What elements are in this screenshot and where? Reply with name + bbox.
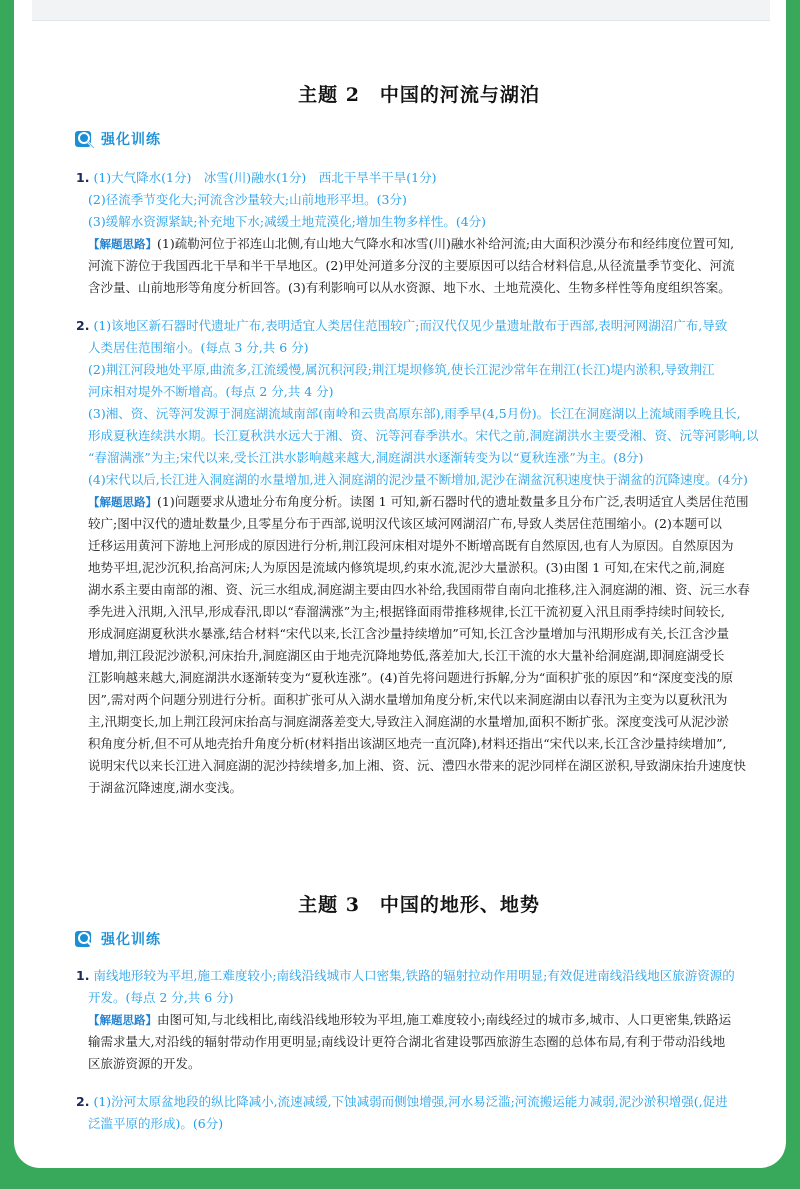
analysis-tag: 【解题思路】 bbox=[88, 1013, 157, 1027]
answer-line: 形成夏秋连续洪水期。长江夏秋洪水远大于湘、资、沅等河春季洪水。宋代之前,洞庭湖洪水主要受湘、资、沅等河影响,以 bbox=[88, 428, 759, 443]
analysis-line: 地势平坦,泥沙沉积,抬高河床;人为原因是流域内修筑堤坝,约束水流,泥沙大量淤积。(3)由图 1 可知,在宋代之前,洞庭 bbox=[88, 560, 725, 575]
analysis-tag: 【解题思路】 bbox=[88, 237, 157, 251]
analysis-line: 于湖盆沉降速度,湖水变浅。 bbox=[88, 780, 242, 795]
answer-line: (1)汾河太原盆地段的纵比降减小,流速减缓,下蚀减弱而侧蚀增强,河水易泛滥;河流搬运能力减弱,泥沙淤积增强(,促进 bbox=[93, 1094, 728, 1109]
analysis-line: (1)疏勒河位于祁连山北侧,有山地大气降水和冰雪(川)融水补给河流;由大面积沙漠分布和经纬度位置可知, bbox=[157, 236, 735, 251]
answer-line: (3)湘、资、沅等河发源于洞庭湖流域南部(南岭和云贵高原东部),雨季早(4,5月份)。长江在洞庭湖以上流域雨季晚且长, bbox=[88, 406, 741, 421]
topic3-section-head bbox=[74, 928, 161, 950]
answer-line: (2)径流季节变化大;河流含沙量较大;山前地形平坦。(3分) bbox=[88, 192, 407, 207]
topic3-title: 主题 3 中国的地形、地势 bbox=[298, 894, 540, 916]
answer-line: “春溜满涨”为主;宋代以来,受长江洪水影响越来越大,洞庭湖洪水逐渐转变为以“夏秋连涨”为主。(8分) bbox=[88, 450, 644, 465]
answer-line: (2)荆江河段地处平原,曲流多,江流缓慢,属沉积河段;荆江堤坝修筑,使长江泥沙常年在荆江(长江)堤内淤积,导致荆江 bbox=[88, 362, 715, 377]
topic2-section-head bbox=[74, 128, 161, 150]
magnifier-book-icon bbox=[74, 128, 96, 150]
section-label: 强化训练 bbox=[101, 932, 161, 948]
question-number: 2. bbox=[76, 318, 90, 333]
answer-line: (4)宋代以后,长江进入洞庭湖的水量增加,进入洞庭湖的泥沙量不断增加,泥沙在湖盆沉积速度快于湖盆的沉降速度。(4分) bbox=[88, 472, 748, 487]
analysis-line: 迁移运用黄河下游地上河形成的原因进行分析,荆江段河床相对堤外不断增高既有自然原因,也有人为原因。自然原因为 bbox=[88, 538, 734, 553]
analysis-line: 河流下游位于我国西北干旱和半干旱地区。(2)甲处河道多分汊的主要原因可以结合材料信息,从径流量季节变化、河流 bbox=[88, 258, 735, 273]
analysis-line: 积角度分析,但不可从地壳抬升角度分析(材料指出该湖区地壳一直沉降),材料还指出“宋代以来,长江含沙量持续增加”, bbox=[88, 736, 727, 751]
magnifier-book-icon bbox=[74, 928, 96, 950]
section-label: 强化训练 bbox=[101, 132, 161, 148]
answer-line: 南线地形较为平坦,施工难度较小;南线沿线城市人口密集,铁路的辐射拉动作用明显;有效促进南线沿线地区旅游资源的 bbox=[93, 968, 735, 983]
analysis-line: 增加,荆江段泥沙淤积,河床抬升,洞庭湖区由于地壳沉降地势低,落差加大,长江干流的水大量补给洞庭湖,即洞庭湖受长 bbox=[88, 648, 725, 663]
answer-line: (1)大气降水(1分) 冰雪(川)融水(1分) 西北干旱半干旱(1分) bbox=[93, 170, 437, 185]
analysis-line: 区旅游资源的开发。 bbox=[88, 1056, 201, 1071]
page-sheet bbox=[14, 0, 786, 1168]
analysis-line: 江影响越来越大,洞庭湖洪水逐渐转变为“夏秋连涨”。(4)首先将问题进行拆解,分为“面积扩张的原因”和“深度变浅的原 bbox=[88, 670, 734, 685]
analysis-line: 主,汛期变长,加上荆江段河床抬高与洞庭湖落差变大,导致注入洞庭湖的水量增加,面积不断扩张。深度变浅可从泥沙淤 bbox=[88, 714, 729, 729]
analysis-line: 因”,需对两个问题分别进行分析。面积扩张可从入湖水量增加角度分析,宋代以来洞庭湖由以春汛为主变为以夏秋汛为 bbox=[88, 692, 728, 707]
question-block-t3q2 bbox=[76, 1091, 760, 1135]
top-strip bbox=[32, 0, 770, 21]
analysis-line: 形成洞庭湖夏秋洪水暴涨,结合材料“宋代以来,长江含沙量持续增加”可知,长江含沙量增加与汛期形成有关,长江含沙量 bbox=[88, 626, 730, 641]
analysis-line: 较广;图中汉代的遗址数量少,且零星分布于西部,说明汉代该区域河网湖沼广布,导致人类居住范围缩小。(2)本题可以 bbox=[88, 516, 722, 531]
answer-line: 人类居住范围缩小。(每点 3 分,共 6 分) bbox=[88, 340, 309, 355]
question-number: 2. bbox=[76, 1094, 90, 1109]
question-block-t2q1 bbox=[76, 167, 760, 299]
analysis-line: 含沙量、山前地形等角度分析回答。(3)有利影响可以从水资源、地下水、土地荒漠化、生物多样性等角度组织答案。 bbox=[88, 280, 731, 295]
answer-line: 开发。(每点 2 分,共 6 分) bbox=[88, 990, 234, 1005]
question-block-t2q2 bbox=[76, 315, 760, 799]
analysis-line: 由图可知,与北线相比,南线沿线地形较为平坦,施工难度较小;南线经过的城市多,城市、人口更密集,铁路运 bbox=[157, 1012, 732, 1027]
analysis-tag: 【解题思路】 bbox=[88, 495, 157, 509]
analysis-line: (1)问题要求从遗址分布角度分析。读图 1 可知,新石器时代的遗址数量多且分布广泛,表明适宜人类居住范围 bbox=[157, 494, 749, 509]
answer-line: 河床相对堤外不断增高。(每点 2 分,共 4 分) bbox=[88, 384, 334, 399]
question-block-t3q1 bbox=[76, 965, 760, 1075]
question-number: 1. bbox=[76, 170, 90, 185]
analysis-line: 季先进入汛期,入汛早,形成春汛,即以“春溜满涨”为主;根据锋面雨带推移规律,长江干流初夏入汛且雨季持续时间较长, bbox=[88, 604, 725, 619]
topic2-title: 主题 2 中国的河流与湖泊 bbox=[298, 84, 540, 106]
answer-line: (1)该地区新石器时代遗址广布,表明适宜人类居住范围较广;而汉代仅见少量遗址散布于西部,表明河网湖沼广布,导致 bbox=[93, 318, 728, 333]
analysis-line: 湖水系主要由南部的湘、资、沅三水组成,洞庭湖主要由四水补给,我国雨带自南向北推移,注入洞庭湖的湘、资、沅三水春 bbox=[88, 582, 750, 597]
answer-line: 泛滥平原的形成)。(6分) bbox=[88, 1116, 224, 1131]
analysis-line: 说明宋代以来长江进入洞庭湖的泥沙持续增多,加上湘、资、沅、澧四水带来的泥沙同样在湖区淤积,导致湖床抬升速度快 bbox=[88, 758, 746, 773]
question-number: 1. bbox=[76, 968, 90, 983]
analysis-line: 输需求量大,对沿线的辐射带动作用更明显;南线设计更符合湖北省建设鄂西旅游生态圈的总体布局,有利于带动沿线地 bbox=[88, 1034, 726, 1049]
answer-line: (3)缓解水资源紧缺;补充地下水;减缓土地荒漠化;增加生物多样性。(4分) bbox=[88, 214, 487, 229]
